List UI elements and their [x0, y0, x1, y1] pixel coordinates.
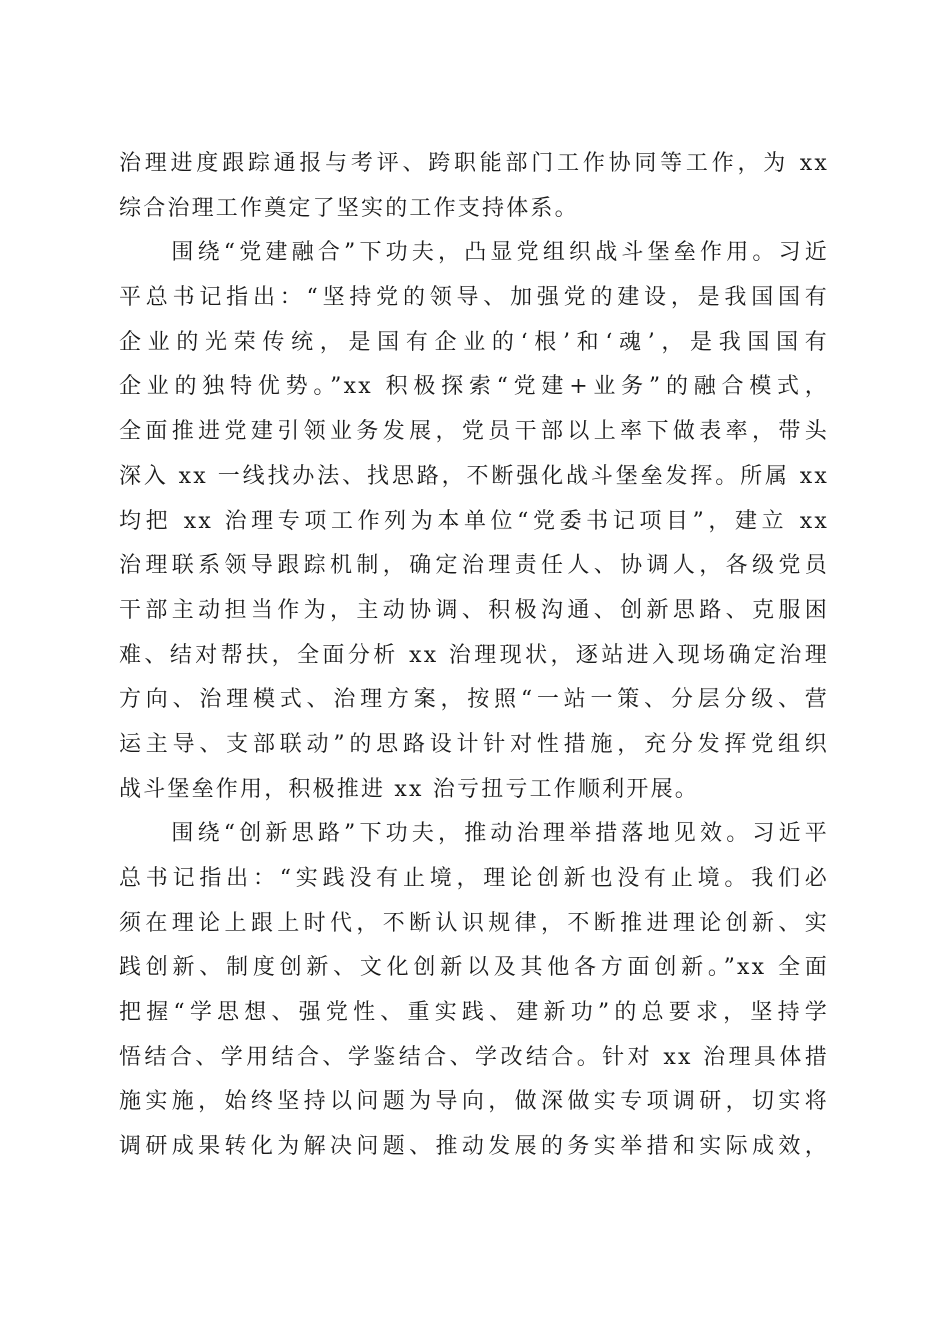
text-line: 调研成果转化为解决问题、推动发展的务实举措和实际成效， [119, 1134, 829, 1160]
text-line: 平总书记指出：“坚持党的领导、加强党的建设，是我国国有 [119, 285, 829, 311]
text-line: 治理进度跟踪通报与考评、跨职能部门工作协同等工作，为 xx [119, 151, 829, 176]
text-line: 战斗堡垒作用，积极推进 xx 治亏扭亏工作顺利开展。 [119, 776, 700, 802]
text-line: 围绕“创新思路”下功夫，推动治理举措落地见效。习近平 [119, 821, 829, 847]
text-line: 方向、治理模式、治理方案，按照“一站一策、分层分级、营 [119, 687, 829, 713]
text-line: 企业的独特优势。”xx 积极探索“党建+业务”的融合模式， [119, 374, 829, 400]
text-line: 干部主动担当作为，主动协调、积极沟通、创新思路、克服困 [119, 597, 829, 623]
text-line: 综合治理工作奠定了坚实的工作支持体系。 [119, 195, 579, 221]
document-body [119, 142, 829, 1170]
paragraph-3 [119, 812, 829, 1170]
text-line: 把握“学思想、强党性、重实践、建新功”的总要求，坚持学 [119, 1000, 829, 1026]
text-line: 全面推进党建引领业务发展，党员干部以上率下做表率，带头 [119, 419, 829, 445]
text-line: 治理联系领导跟踪机制，确定治理责任人、协调人，各级党员 [119, 553, 829, 579]
text-line: 践创新、制度创新、文化创新以及其他各方面创新。”xx 全面 [119, 955, 829, 981]
text-line: 施实施，始终坚持以问题为导向，做深做实专项调研，切实将 [119, 1089, 829, 1115]
text-line: 深入 xx 一线找办法、找思路，不断强化战斗堡垒发挥。所属 xx [119, 463, 829, 489]
text-line: 总书记指出：“实践没有止境，理论创新也没有止境。我们必 [119, 866, 829, 891]
text-line: 运主导、支部联动”的思路设计针对性措施，充分发挥党组织 [119, 731, 829, 757]
text-line: 均把 xx 治理专项工作列为本单位“党委书记项目”，建立 xx [119, 508, 829, 534]
text-line: 难、结对帮扶，全面分析 xx 治理现状，逐站进入现场确定治理 [119, 642, 829, 668]
text-line: 企业的光荣传统，是国有企业的‘根’和‘魂’，是我国国有 [119, 329, 829, 355]
paragraph-2 [119, 231, 829, 812]
text-line: 悟结合、学用结合、学鉴结合、学改结合。针对 xx 治理具体措 [119, 1044, 829, 1070]
text-line: 须在理论上跟上时代，不断认识规律，不断推进理论创新、实 [119, 910, 829, 936]
paragraph-1 [119, 142, 829, 231]
text-line: 围绕“党建融合”下功夫，凸显党组织战斗堡垒作用。习近 [119, 240, 829, 266]
